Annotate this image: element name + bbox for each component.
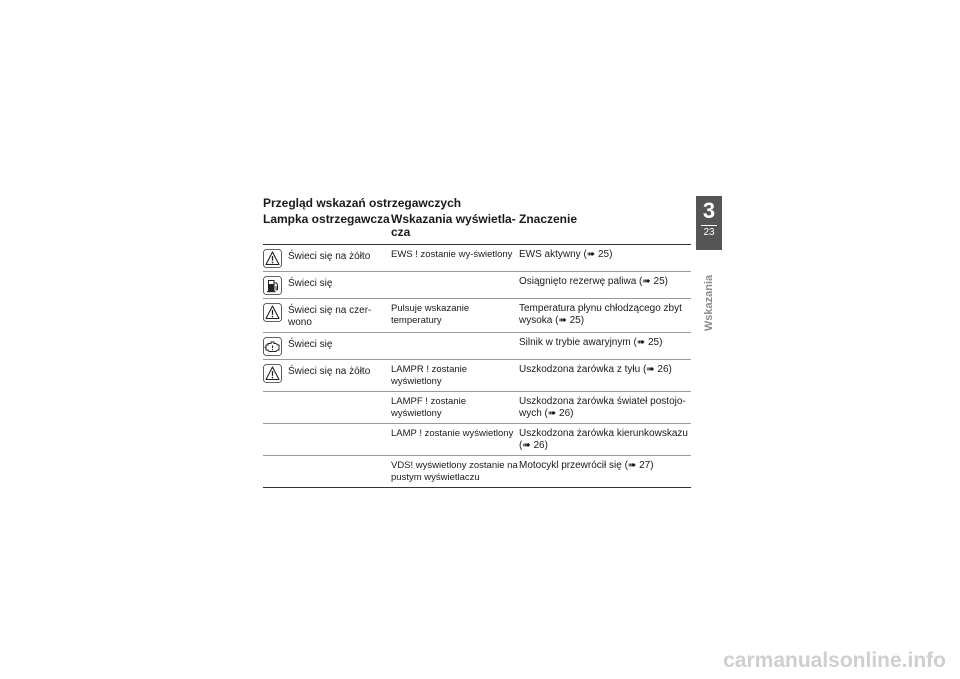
display-text: Pulsuje wskazanie temperatury — [391, 303, 470, 326]
chapter-side-label: Wskazania — [703, 274, 715, 332]
lamp-cell — [263, 337, 391, 356]
warning-triangle-icon — [263, 364, 282, 383]
lamp-state: Świeci się — [288, 339, 333, 350]
lamp-state: Świeci się na czer-wono — [288, 305, 372, 328]
page-number: 23 — [703, 227, 715, 238]
lamp-cell — [263, 249, 391, 268]
display-cell — [391, 364, 519, 388]
lamp-cell — [263, 303, 391, 329]
lamp-state — [263, 396, 391, 420]
meaning-cell — [519, 396, 691, 420]
display-text: EWS ! zostanie wy-świetlony — [391, 249, 513, 260]
table-row — [263, 424, 691, 456]
display-cell — [391, 396, 519, 420]
lamp-cell — [263, 396, 391, 420]
meaning-cell — [519, 428, 691, 452]
lamp-state — [263, 460, 391, 484]
meaning-text: Uszkodzona żarówka kierunkowskazu (➠ 26) — [519, 428, 688, 451]
tab-divider — [701, 225, 717, 226]
display-cell — [391, 276, 519, 295]
lamp-cell — [263, 364, 391, 388]
meaning-text: Temperatura płynu chłodzącego zbyt wysoka (➠ 25) — [519, 303, 682, 326]
meaning-cell — [519, 460, 691, 484]
display-cell — [391, 428, 519, 452]
meaning-cell — [519, 303, 691, 329]
display-cell — [391, 337, 519, 356]
warning-triangle-icon — [263, 249, 282, 268]
section-title: Przegląd wskazań ostrzegawczych — [263, 196, 462, 210]
header-display: Wskazania wyświetla-cza — [391, 212, 516, 239]
table-header — [263, 213, 691, 245]
header-lamp: Lampka ostrzegawcza — [263, 212, 390, 226]
engine-icon — [263, 337, 282, 356]
meaning-text: Osiągnięto rezerwę paliwa (➠ 25) — [519, 276, 668, 287]
table-row — [263, 333, 691, 360]
display-cell — [391, 303, 519, 329]
meaning-text: Uszkodzona żarówka z tyłu (➠ 26) — [519, 364, 672, 375]
table-row — [263, 245, 691, 272]
display-cell — [391, 249, 519, 268]
lamp-state: Świeci się na żółto — [288, 251, 371, 262]
table-row — [263, 299, 691, 333]
lamp-cell — [263, 276, 391, 295]
meaning-cell — [519, 249, 691, 268]
meaning-cell — [519, 276, 691, 295]
fuel-pump-icon — [263, 276, 282, 295]
lamp-state: Świeci się na żółto — [288, 366, 371, 377]
warning-overview-section — [263, 196, 691, 488]
lamp-cell — [263, 428, 391, 452]
display-cell — [391, 460, 519, 484]
warning-triangle-icon — [263, 303, 282, 322]
meaning-text: Motocykl przewrócił się (➠ 27) — [519, 460, 654, 471]
table-row — [263, 360, 691, 392]
table-row — [263, 392, 691, 424]
chapter-number: 3 — [702, 198, 716, 223]
display-text: VDS! wyświetlony zostanie na pustym wyświetlaczu — [391, 460, 518, 483]
lamp-state: Świeci się — [288, 278, 333, 289]
lamp-cell — [263, 460, 391, 484]
lamp-state — [263, 428, 391, 452]
table-row — [263, 456, 691, 488]
display-text: LAMPR ! zostanie wyświetlony — [391, 364, 468, 387]
header-meaning: Znaczenie — [519, 212, 578, 226]
meaning-cell — [519, 337, 691, 356]
meaning-text: EWS aktywny (➠ 25) — [519, 249, 613, 260]
display-text: LAMP ! zostanie wyświetlony — [391, 428, 514, 439]
meaning-text: Silnik w trybie awaryjnym (➠ 25) — [519, 337, 663, 348]
table-row — [263, 272, 691, 299]
watermark: carmanualsonline.info — [723, 649, 946, 672]
chapter-tab — [696, 196, 722, 250]
meaning-text: Uszkodzona żarówka świateł postojo-wych (➠ 26) — [519, 396, 686, 419]
display-text: LAMPF ! zostanie wyświetlony — [391, 396, 466, 419]
meaning-cell — [519, 364, 691, 388]
